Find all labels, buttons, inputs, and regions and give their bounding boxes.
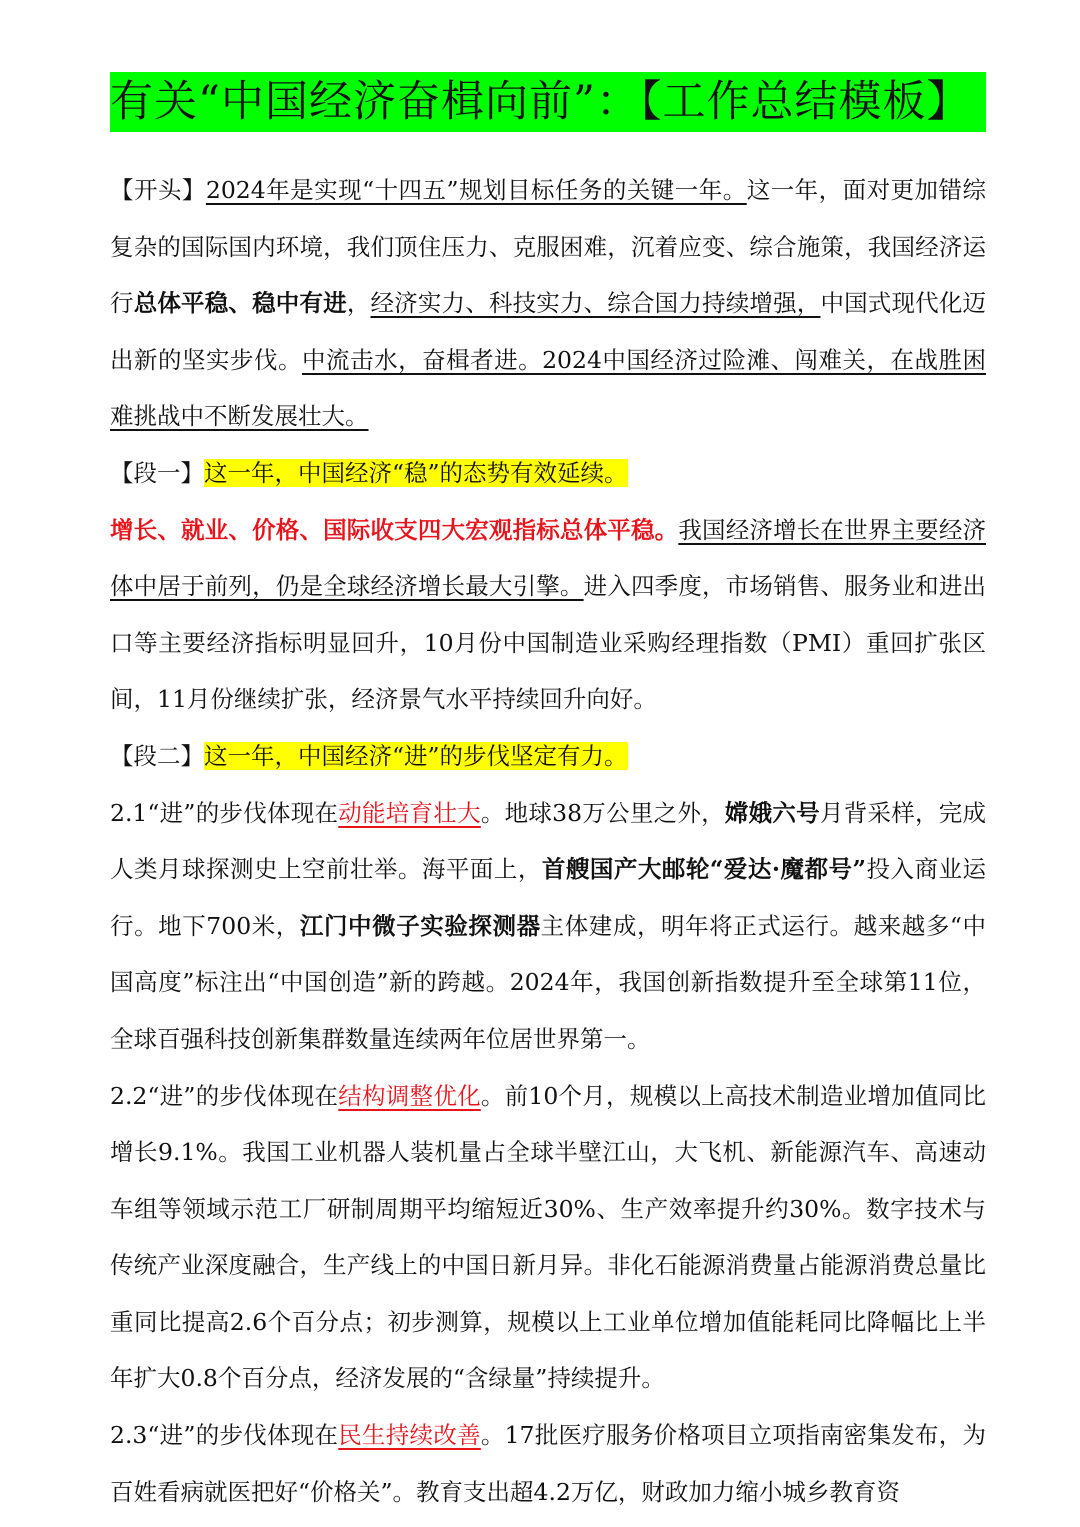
section-2-label: 【段二】 — [110, 741, 204, 770]
section-2-3-text: 。17批医疗服务价格项目立项指南密集发布，为百姓看病就医把好“价格关”。教育支出超4.2万亿，财政加力缩小城乡教育资 — [110, 1421, 986, 1506]
section-2-1-text-1: 。地球38万公里之外， — [480, 798, 725, 827]
section-2-2-text: 。前10个月，规模以上高技术制造业增加值同比增长9.1%。我国工业机器人装机量占全球半壁江山，大飞机、新能源汽车、高速动车组等领域示范工厂研制周期平均缩短近30%、生产效率提升约30%。数字技术与传统产业深度融合，生产线上的中国日新月异。非化石能源消费量占能源消费总量比重同比提高2.6个百分点；初步测算，规模以上工业单位增加值能耗同比降幅比上半年扩大0.8个百分点，经济发展的“含绿量”持续提升。 — [110, 1081, 986, 1393]
section-2-1-text-3: 投入商业运行。地下700米， — [110, 855, 987, 940]
intro-paragraph — [110, 162, 986, 445]
section-2-2-prefix: 2.2“进”的步伐体现在 — [110, 1081, 339, 1110]
document-page — [110, 72, 986, 1520]
section-2-1-text-2: 月背采样，完成人类月球探测史上空前壮举。海平面上， — [110, 798, 987, 884]
section-2-1-prefix: 2.1“进”的步伐体现在 — [110, 798, 339, 827]
section-1-red-bold: 增长、就业、价格、国际收支四大宏观指标总体平稳。 — [110, 515, 679, 544]
section-2-3-paragraph — [110, 1407, 986, 1520]
section-1-label: 【段一】 — [110, 458, 204, 487]
section-1-paragraph — [110, 502, 986, 728]
chang-e-6-bold: 嫦娥六号 — [724, 798, 820, 827]
section-2-2-topic: 结构调整优化 — [338, 1081, 481, 1110]
section-2-3-topic: 民生持续改善 — [338, 1421, 481, 1450]
section-2-heading — [110, 728, 986, 785]
intro-underlined-1: 2024年是实现“十四五”规划目标任务的关键一年。 — [205, 176, 747, 204]
document-title: 有关“中国经济奋楫向前”：【工作总结模板】 — [110, 72, 986, 132]
intro-underlined-3: 中流击水，奋楫者进。2024中国经济过险滩、闯难关，在战胜困难挑战中不断发展壮大。 — [110, 345, 986, 431]
intro-label: 【开头】 — [110, 176, 206, 204]
intro-underlined-2: 经济实力、科技实力、综合国力持续增强， — [370, 289, 821, 318]
section-2-highlight: 这一年，中国经济“进”的步伐坚定有力。 — [204, 741, 628, 770]
intro-bold: 总体平稳、稳中有进 — [133, 289, 347, 318]
intro-text-2: 中国式现代化迈出新的坚实步伐。 — [110, 289, 987, 374]
intro-text-1: 这一年，面对更加错综复杂的国际国内环境，我们顶住压力、克服困难，沉着应变、综合施策，我国经济运行 — [110, 176, 987, 318]
section-1-heading — [110, 445, 986, 502]
intro-comma: ， — [346, 289, 371, 318]
neutrino-detector-bold: 江门中微子实验探测器 — [299, 911, 541, 940]
section-2-1-topic: 动能培育壮大 — [338, 798, 481, 827]
cruise-ship-bold: 首艘国产大邮轮“爱达·魔都号” — [541, 855, 867, 884]
section-2-3-prefix: 2.3“进”的步伐体现在 — [110, 1421, 339, 1450]
section-2-1-text-4: 主体建成，明年将正式运行。越来越多“中国高度”标注出“中国创造”新的跨越。2024年，我国创新指数提升至全球第11位，全球百强科技创新集群数量连续两年位居世界第一。 — [110, 911, 987, 1053]
section-1-highlight: 这一年，中国经济“稳”的态势有效延续。 — [204, 458, 628, 487]
section-2-2-paragraph — [110, 1068, 986, 1408]
section-1-underlined: 我国经济增长在世界主要经济体中居于前列，仍是全球经济增长最大引擎。 — [110, 515, 987, 601]
section-1-text: 进入四季度，市场销售、服务业和进出口等主要经济指标明显回升，10月份中国制造业采购经理指数（PMI）重回扩张区间，11月份继续扩张，经济景气水平持续回升向好。 — [110, 572, 987, 714]
section-2-1-paragraph — [110, 785, 986, 1068]
